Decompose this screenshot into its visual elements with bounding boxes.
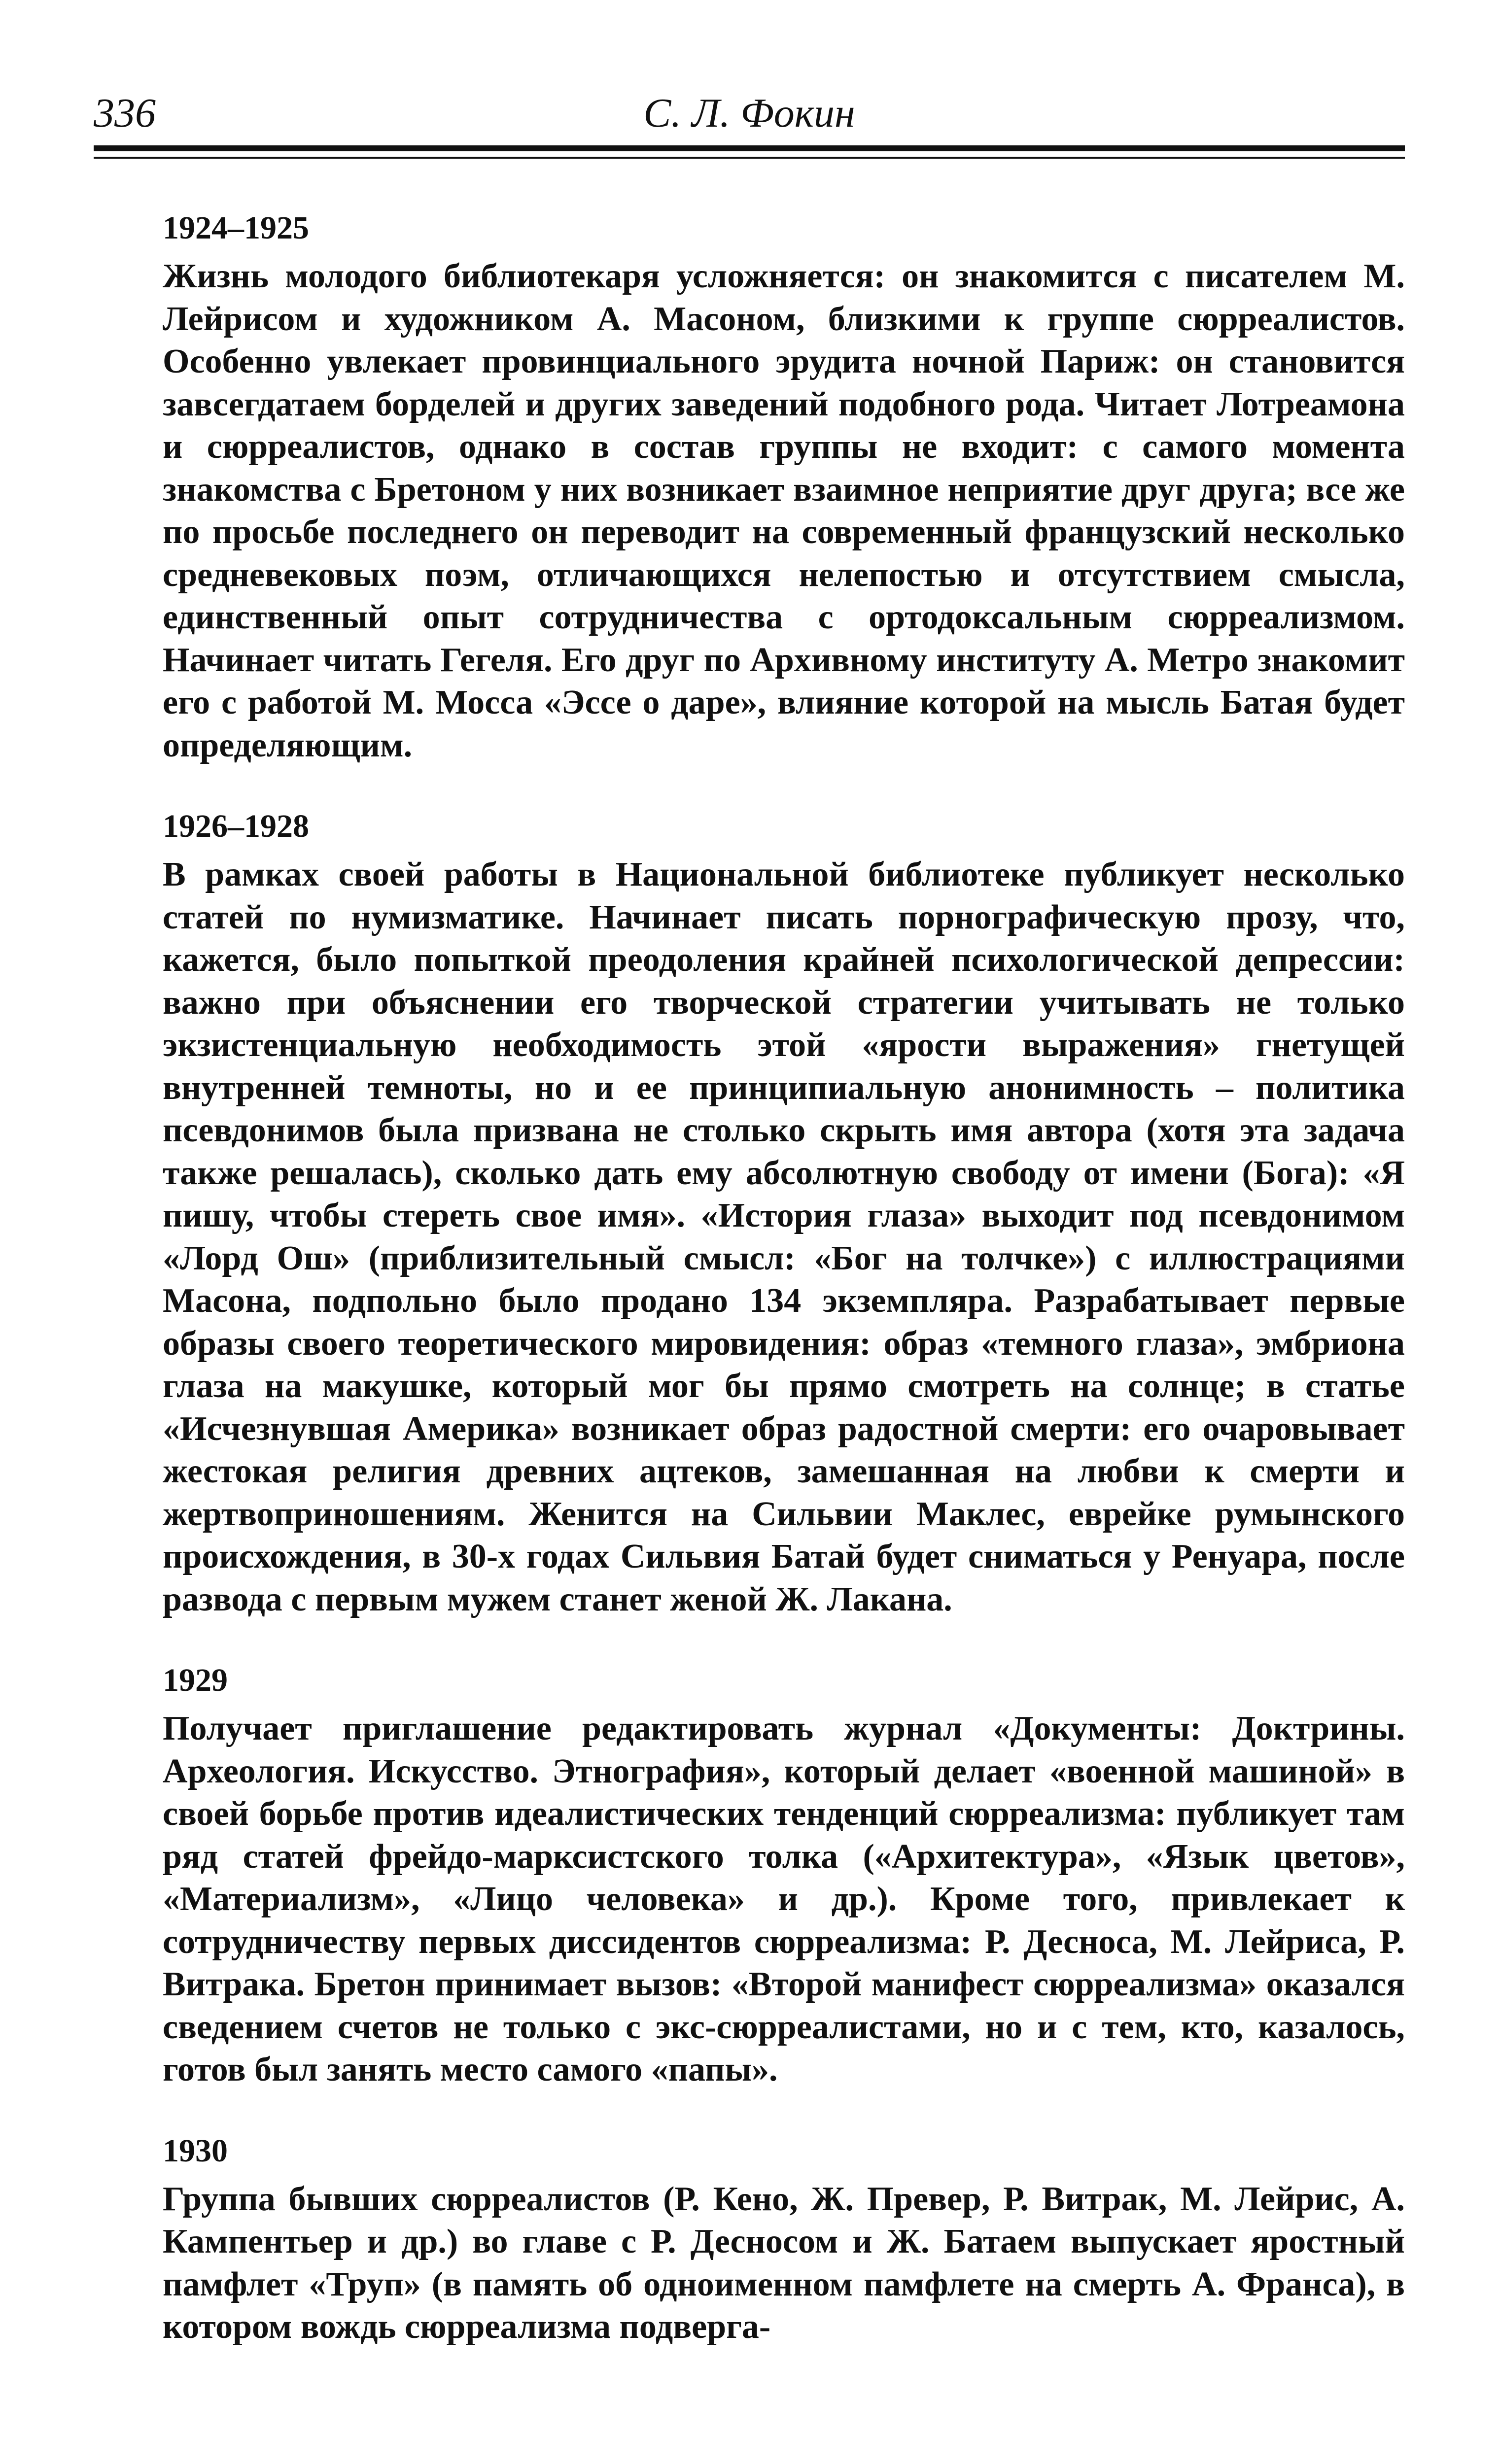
running-head-author: С. Л. Фокин [643,90,855,136]
chronology-entry-1926-1928 [163,805,1405,1621]
chronology-entry-1929 [163,1659,1405,2091]
header-rule-thin [94,157,1405,159]
running-head [94,84,1405,143]
entry-text: Получает приглашение редактировать журнал «Документы: Доктрины. Археология. Искусство. Этнография», который делает «военной машиной» в своей борьбе против идеалистических тенденций сюрреализма: публикует там ряд статей фрейдо-марксистского толка («Архитектура», «Язык цветов», «Материализм», «Лицо человека» и др.). Кроме того, привлекает к сотрудничеству первых диссидентов сюрреализма: Р. Десноса, М. Лейриса, Р. Витрака. Бретон принимает вызов: «Второй манифест сюрреализма» оказался сведением счетов не только с экс-сюрреалистами, но и с тем, кто, казалось, готов был занять место самого «папы». [163,1710,1405,2088]
entry-year: 1929 [163,1662,228,1698]
entry-text: В рамках своей работы в Национальной библиотеке публикует несколько статей по нумизматике. Начинает писать порнографическую прозу, что, кажется, было попыткой преодоления крайней психологической депрессии: важно при объяснении его творческой стратегии учитывать не только экзистенциальную необходимость этой «ярости выражения» гнетущей внутренней темноты, но и ее принципиальную анонимность – политика псевдонимов была призвана не столько скрыть имя автора (хотя эта задача также решалась), сколько дать ему абсолютную свободу от имени (Бога): «Я пишу, чтобы стереть свое имя». «История глаза» выходит под псевдонимом «Лорд Ош» (приблизительный смысл: «Бог на толчке») с иллюстрациями Масона, подпольно было продано 134 экземпляра. Разрабатывает первые образы своего теоретического мировидения: образ «темного глаза», эмбриона глаза на макушке, который мог бы прямо смотреть на солнце; в статье «Исчезнувшая Америка» возникает образ радостной смерти: его очаровывает жестокая религия древних ацтеков, замешанная на любви к смерти и жертвоприношениям. Женится на Сильвии Маклес, еврейке румынского происхождения, в 30-х годах Сильвия Батай будет сниматься у Ренуара, после развода с первым мужем станет женой Ж. Лакана. [163,856,1405,1618]
entry-year: 1926–1928 [163,808,309,844]
chronology-entry-1924-1925 [163,207,1405,767]
chronology-entry-1930 [163,2130,1405,2349]
entry-year: 1924–1925 [163,210,309,246]
header-rule-thick [94,145,1405,151]
entry-text: Группа бывших сюрреалистов (Р. Кено, Ж. Превер, Р. Витрак, М. Лейрис, А. Кампентьер и др.) во главе с Р. Десносом и Ж. Батаем выпускает яростный памфлет «Труп» (в память об одноименном памфлете на смерть А. Франса), в котором вождь сюрреализма подверга- [163,2180,1405,2346]
page-number: 336 [94,90,156,136]
entry-year: 1930 [163,2132,228,2169]
chronology-body [163,207,1405,2387]
entry-text: Жизнь молодого библиотекаря усложняется: он знакомится с писателем М. Лейрисом и художником А. Масоном, близкими к группе сюрреалистов. Особенно увлекает провинциального эрудита ночной Париж: он становится завсегдатаем борделей и других заведений подобного рода. Читает Лотреамона и сюрреалистов, однако в состав группы не входит: с самого момента знакомства с Бретоном у них возникает взаимное неприятие друг друга; все же по просьбе последнего он переводит на современный французский несколько средневековых поэм, отличающихся нелепостью и отсутствием смысла, единственный опыт сотрудничества с ортодоксальным сюрреализмом. Начинает читать Гегеля. Его друг по Архивному институту А. Метро знакомит его с работой М. Мосса «Эссе о даре», влияние которой на мысль Батая будет определяющим. [163,257,1405,764]
